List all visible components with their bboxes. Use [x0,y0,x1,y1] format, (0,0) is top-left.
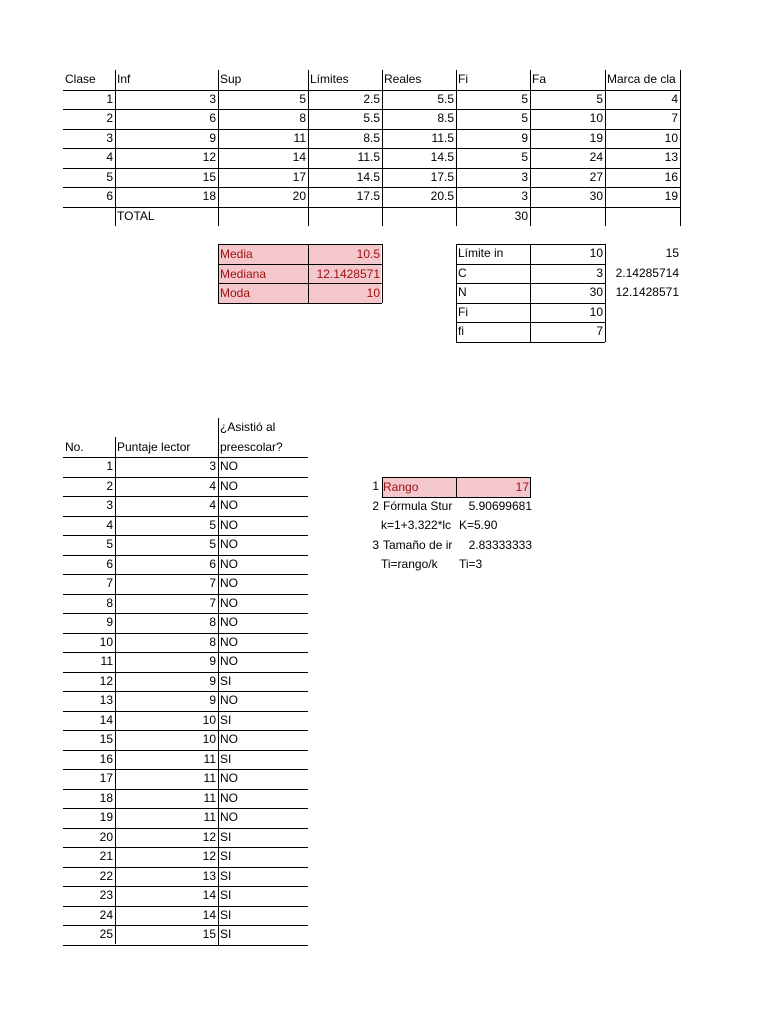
student-no[interactable]: 3 [106,498,113,512]
grid-line [63,750,308,751]
grid-line [218,244,219,303]
grid-line [218,70,219,226]
grid-line [63,516,308,517]
student-preschool[interactable]: NO [220,771,238,785]
student-no[interactable]: 5 [106,537,113,551]
student-preschool[interactable]: NO [220,634,238,649]
freq-cell[interactable]: 5.5 [363,111,380,125]
freq-cell[interactable]: 8.5 [437,111,454,125]
grid-line [63,535,308,536]
grid-line [218,244,382,245]
grid-line [63,574,308,575]
no-header[interactable]: No. [65,440,84,454]
step-number[interactable]: 2 [372,498,379,513]
stat-label[interactable]: Media [219,245,308,264]
freq-cell[interactable]: 3 [209,91,216,106]
student-score[interactable]: 13 [202,868,216,883]
student-preschool[interactable]: SI [220,751,232,766]
grid-line [530,477,531,497]
student-no[interactable]: 25 [99,927,113,941]
median-calc-value[interactable]: 3 [596,265,603,280]
stat-label[interactable]: Moda [219,284,308,303]
student-preschool[interactable]: SI [220,829,232,844]
grid-line [63,555,308,556]
median-calc-value[interactable]: 30 [589,285,603,299]
freq-cell[interactable]: 9 [521,130,528,145]
student-preschool[interactable]: NO [220,615,238,629]
grid-line [63,613,308,614]
freq-header-cell[interactable]: Sup [220,72,242,86]
median-calc-value[interactable]: 10 [589,304,603,319]
interval-result[interactable]: Ti=3 [459,557,483,571]
freq-cell[interactable]: 3 [521,189,528,203]
median-calc-label[interactable]: C [458,265,467,280]
student-no[interactable]: 4 [106,517,113,532]
student-preschool[interactable]: SI [220,673,232,688]
grid-line [63,906,308,907]
sturges-label[interactable]: Fórmula Stur [383,498,453,513]
freq-cell[interactable]: 14 [292,150,306,164]
interval-value[interactable]: 2.83333333 [468,537,532,552]
grid-line [115,437,116,944]
student-no[interactable]: 13 [99,693,113,707]
grid-line [63,886,308,887]
freq-cell[interactable]: 30 [589,189,603,203]
student-no[interactable]: 21 [99,849,113,863]
student-score[interactable]: 11 [203,790,216,805]
student-preschool[interactable]: NO [220,654,238,668]
freq-cell[interactable]: 5 [299,91,306,106]
student-preschool[interactable]: SI [220,927,232,941]
grid-line [63,168,680,169]
grid-line [456,477,457,497]
freq-cell[interactable]: 2 [106,111,113,125]
step-number[interactable]: 1 [372,479,379,493]
grid-line [63,109,680,110]
student-score[interactable]: 7 [209,595,216,610]
grid-line [382,70,383,226]
student-score[interactable]: 15 [202,927,216,941]
student-no[interactable]: 18 [99,790,113,805]
stat-label[interactable]: Mediana [219,265,308,284]
freq-cell[interactable]: 4 [671,91,678,106]
grid-line [218,264,382,265]
median-calc-extra[interactable]: 15 [665,246,679,260]
student-preschool[interactable]: SI [220,868,232,883]
grid-line [63,129,680,130]
median-calc-value[interactable]: 7 [596,324,603,338]
freq-cell[interactable]: 19 [664,189,678,203]
grid-line [63,187,680,188]
freq-cell[interactable]: 20.5 [430,189,454,203]
grid-line [63,652,308,653]
student-preschool[interactable]: NO [220,478,238,493]
student-score[interactable]: 6 [209,556,216,571]
student-no[interactable]: 23 [99,888,113,902]
student-score[interactable]: 12 [202,829,216,844]
student-score[interactable]: 7 [209,576,216,590]
student-score[interactable]: 3 [209,459,216,473]
median-calc-label[interactable]: fi [458,324,464,338]
grid-line [530,70,531,226]
freq-cell[interactable]: 3 [106,130,113,145]
freq-cell[interactable]: 6 [106,189,113,203]
range-label[interactable]: Rango [382,478,456,497]
grid-line [308,244,309,303]
student-preschool[interactable]: SI [220,712,232,727]
student-score[interactable]: 10 [202,732,216,746]
student-score[interactable]: 4 [209,498,216,512]
student-score[interactable]: 11 [203,810,216,824]
freq-cell[interactable]: 12 [202,150,216,164]
grid-line [63,867,308,868]
student-no[interactable]: 20 [99,829,113,844]
student-preschool[interactable]: NO [220,790,238,805]
student-score[interactable]: 11 [203,771,216,785]
grid-line [63,90,680,91]
grid-line [680,70,681,226]
sturges-formula[interactable]: k=1+3.322*lc [381,518,452,532]
freq-cell[interactable]: 8.5 [363,130,380,145]
range-value[interactable]: 17 [457,478,530,497]
freq-cell[interactable]: 11.5 [357,150,380,164]
freq-cell[interactable]: 10 [664,130,678,145]
freq-header-cell[interactable]: Inf [117,72,131,86]
student-score[interactable]: 8 [209,615,216,629]
student-score[interactable]: 10 [202,712,216,727]
sturges-value[interactable]: 5.90699681 [468,498,532,513]
grid-line [115,70,116,226]
freq-cell[interactable]: 5 [521,150,528,164]
interval-formula[interactable]: Ti=rango/k [381,557,438,571]
freq-header-cell[interactable]: Límites [310,72,349,86]
freq-cell[interactable]: 17.5 [356,189,380,203]
student-no[interactable]: 8 [106,595,113,610]
student-preschool[interactable]: SI [220,907,232,922]
student-no[interactable]: 1 [106,459,113,473]
grid-line [63,828,308,829]
freq-cell[interactable]: 14.5 [430,150,454,164]
grid-line [63,457,308,458]
student-preschool[interactable]: NO [220,732,238,746]
student-score[interactable]: 9 [209,673,216,688]
student-no[interactable]: 6 [106,556,113,571]
freq-cell[interactable]: 10 [589,111,603,125]
student-preschool[interactable]: NO [220,459,238,473]
freq-cell[interactable]: 3 [521,169,528,184]
freq-cell[interactable]: 9 [209,130,216,145]
student-score[interactable]: 12 [202,849,216,863]
student-preschool[interactable]: NO [220,517,238,532]
student-score[interactable]: 11 [203,751,216,766]
preschool-header-line2[interactable]: preescolar? [220,440,283,454]
freq-cell[interactable]: 24 [589,150,603,164]
grid-line [605,70,606,226]
stat-value[interactable]: 10 [309,284,381,303]
freq-cell[interactable]: 11.5 [431,130,454,145]
freq-cell[interactable]: 5.5 [437,91,454,106]
student-no[interactable]: 15 [99,732,113,746]
grid-line [63,769,308,770]
student-score[interactable]: 5 [209,537,216,551]
freq-cell[interactable]: 5 [521,111,528,125]
grid-line [63,789,308,790]
grid-line [63,477,308,478]
freq-cell[interactable]: 19 [589,130,603,145]
freq-cell[interactable]: 7 [671,111,678,125]
grid-line [530,244,531,342]
freq-cell[interactable]: 1 [106,91,113,106]
student-preschool[interactable]: NO [220,498,238,512]
student-no[interactable]: 19 [99,810,113,824]
freq-cell[interactable]: 4 [106,150,113,164]
freq-cell[interactable]: 16 [664,169,678,184]
median-calc-extra[interactable]: 12.1428571 [615,285,679,299]
grid-line [63,711,308,712]
grid-line [382,244,383,303]
freq-cell[interactable]: 6 [209,111,216,125]
freq-cell[interactable]: 27 [589,169,603,184]
freq-cell[interactable]: 17 [292,169,306,184]
student-no[interactable]: 11 [100,654,113,668]
freq-header-cell[interactable]: Reales [384,72,422,86]
freq-cell[interactable]: 8 [299,111,306,125]
grid-line [605,244,606,342]
step-number[interactable]: 3 [372,537,379,552]
freq-header-cell[interactable]: Fi [458,72,468,86]
grid-line [63,633,308,634]
grid-line [63,730,308,731]
student-preschool[interactable]: NO [220,537,238,551]
grid-line [308,70,309,226]
student-score[interactable]: 14 [202,888,216,902]
student-score[interactable]: 9 [209,654,216,668]
freq-cell[interactable]: 5 [106,169,113,184]
freq-cell[interactable]: 2.5 [363,91,380,106]
student-no[interactable]: 9 [106,615,113,629]
grid-line [218,283,382,284]
student-score[interactable]: 9 [209,693,216,707]
student-preschool[interactable]: SI [220,888,232,902]
grid-line [218,418,219,945]
grid-line [63,594,308,595]
grid-line [63,148,680,149]
grid-line [218,303,382,304]
student-no[interactable]: 24 [99,907,113,922]
grid-line [382,477,383,497]
freq-cell[interactable]: 13 [664,150,678,164]
grid-line [63,496,308,497]
grid-line [456,70,457,226]
stat-value[interactable]: 10.5 [309,245,381,264]
interval-label[interactable]: Tamaño de ir [383,537,453,552]
grid-line [63,808,308,809]
student-no[interactable]: 14 [99,712,113,727]
preschool-header-line1[interactable]: ¿Asistió al [220,420,276,434]
median-calc-value[interactable]: 10 [589,246,603,260]
grid-line [63,672,308,673]
student-preschool[interactable]: NO [220,576,238,590]
student-preschool[interactable]: NO [220,595,238,610]
grid-line [63,945,308,946]
freq-cell[interactable]: 5 [521,91,528,106]
grid-line [63,691,308,692]
grid-line [63,207,680,208]
grid-line [63,847,308,848]
student-no[interactable]: 22 [99,868,113,883]
sturges-result[interactable]: K=5.90 [459,518,498,532]
freq-cell[interactable]: 18 [202,189,216,203]
student-no[interactable]: 16 [99,751,113,766]
freq-header-cell[interactable]: Clase [65,72,96,86]
freq-cell[interactable]: 17.5 [430,169,454,184]
student-preschool[interactable]: NO [220,693,238,707]
student-score[interactable]: 8 [209,634,216,649]
student-no[interactable]: 12 [99,673,113,688]
grid-line [456,342,605,343]
student-preschool[interactable]: NO [220,556,238,571]
freq-header-cell[interactable]: Fa [532,72,547,86]
freq-cell[interactable]: 11 [293,130,306,145]
student-score[interactable]: 4 [209,478,216,493]
student-score[interactable]: 5 [209,517,216,532]
freq-cell[interactable]: 14.5 [356,169,380,184]
grid-line [63,925,308,926]
freq-cell[interactable]: 20 [292,189,306,203]
median-calc-extra[interactable]: 2.14285714 [615,265,679,280]
student-preschool[interactable]: NO [220,810,238,824]
median-calc-label[interactable]: Límite in [458,246,504,260]
stat-value[interactable]: 12.1428571 [309,265,381,284]
student-no[interactable]: 10 [99,634,113,649]
student-no[interactable]: 7 [106,576,113,590]
student-preschool[interactable]: SI [220,849,232,863]
score-header[interactable]: Puntaje lector [117,440,191,454]
student-no[interactable]: 2 [106,478,113,493]
student-score[interactable]: 14 [202,907,216,922]
median-calc-label[interactable]: N [458,285,467,299]
total-value[interactable]: 30 [514,208,528,223]
student-no[interactable]: 17 [99,771,113,785]
median-calc-label[interactable]: Fi [458,304,468,319]
freq-header-cell[interactable]: Marca de cla [607,72,676,86]
freq-cell[interactable]: 5 [596,91,603,106]
total-label[interactable]: TOTAL [117,208,155,223]
grid-line [456,244,457,342]
freq-cell[interactable]: 15 [202,169,216,184]
